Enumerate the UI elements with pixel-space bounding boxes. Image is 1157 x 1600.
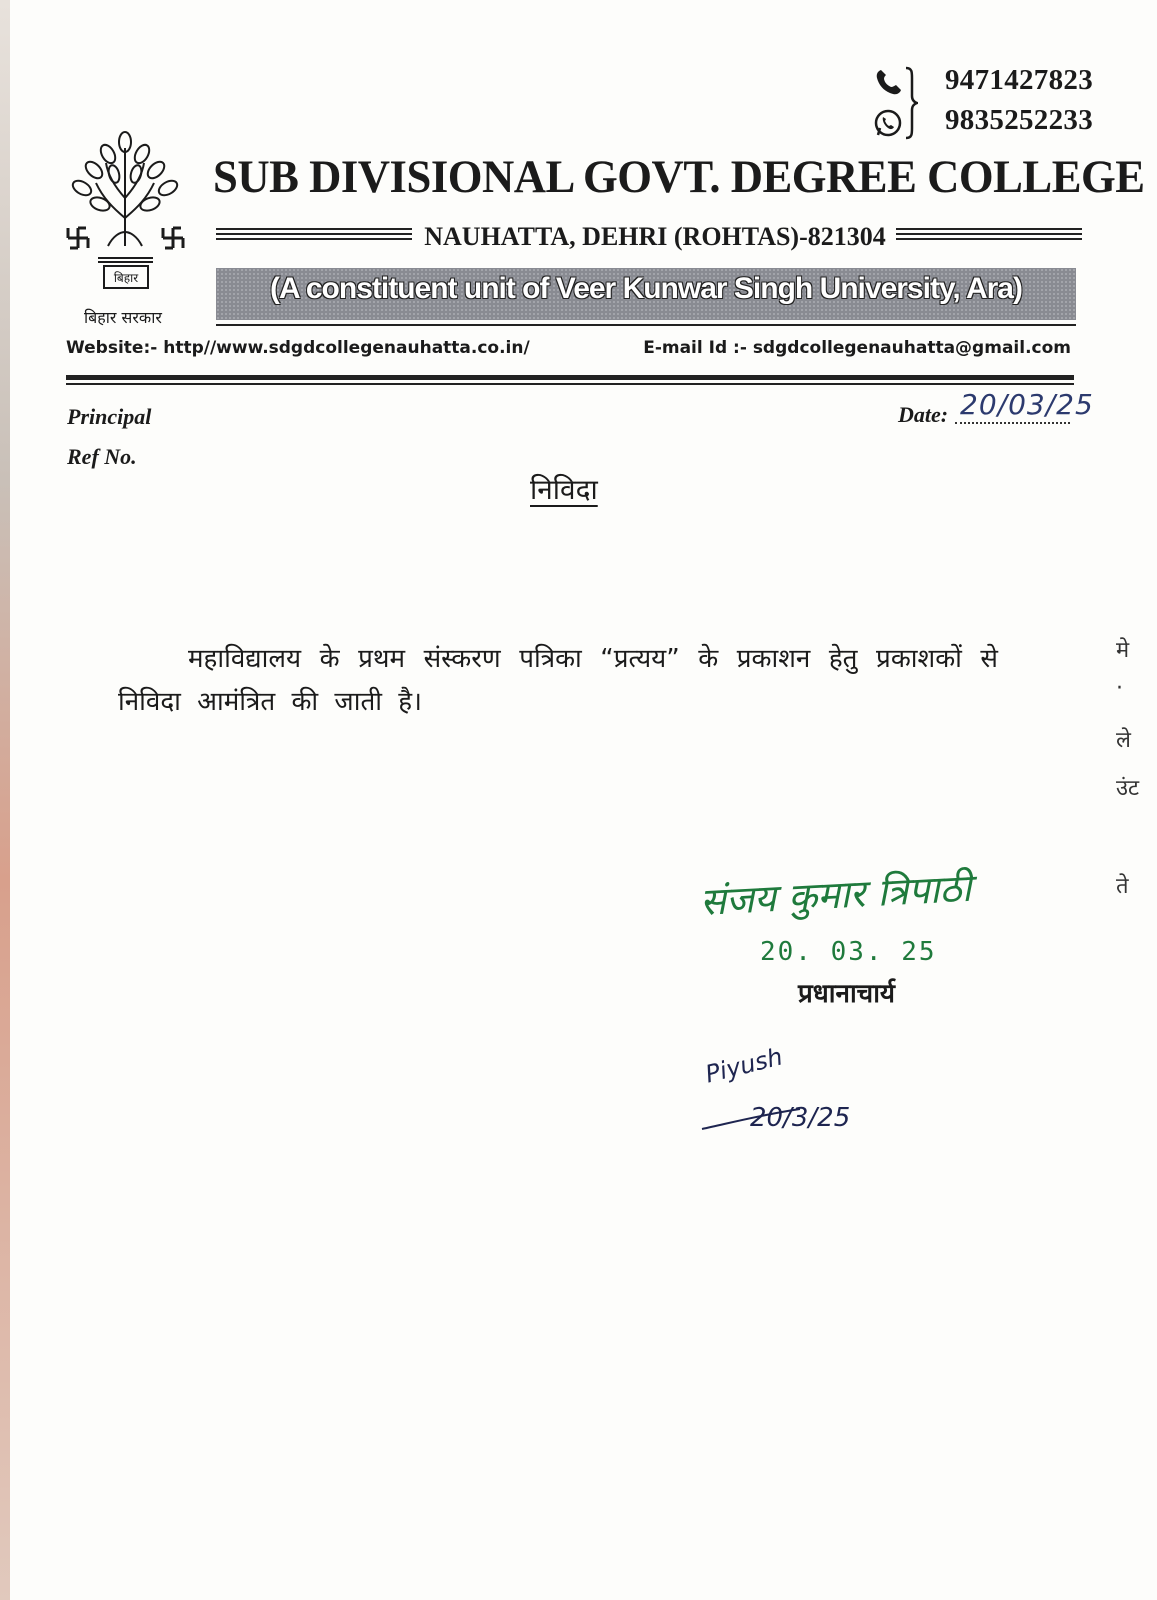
- ref-label: Ref No.: [67, 444, 137, 469]
- affiliation-banner: [216, 268, 1076, 320]
- bleed-through-text: ते: [1116, 874, 1129, 899]
- secondary-signature-name: Piyush: [702, 1042, 786, 1089]
- notice-heading: निविदा: [530, 473, 598, 506]
- college-name: SUB DIVISIONAL GOVT. DEGREE COLLEGE: [213, 151, 1145, 203]
- signature-date: 20. 03. 25: [760, 937, 937, 967]
- bleed-through-text: उंट: [1116, 776, 1140, 801]
- college-address: NAUHATTA, DEHRI (ROHTAS)-821304: [424, 222, 886, 251]
- divider: [216, 324, 1076, 326]
- date-value: 20/03/25: [960, 388, 1094, 421]
- date-label: Date:: [898, 402, 949, 427]
- email-text: E-mail Id :- sdgdcollegenauhatta@gmail.com: [643, 338, 1071, 358]
- notice-body: महाविद्यालय के प्रथम संस्करण पत्रिका “प्रत्यय” के प्रकाशन हेतु प्रकाशकों से निविदा आमंत्रित की जाती है।: [118, 644, 998, 717]
- phone-contacts: [873, 64, 1093, 144]
- signature-name: संजय कुमार त्रिपाठी: [698, 865, 973, 924]
- brace-icon: [904, 66, 918, 140]
- divider: [66, 383, 1074, 385]
- from-label: Principal: [67, 404, 152, 429]
- decorative-rule: [216, 228, 412, 244]
- phone-icon: [873, 66, 905, 98]
- date-dotted-line: [955, 422, 1070, 424]
- address-row: [216, 222, 1082, 250]
- page-edge: [0, 0, 10, 1600]
- emblem-seal-text: बिहार: [113, 271, 139, 285]
- whatsapp-icon: [873, 108, 903, 138]
- phone-number-1: 9471427823: [945, 64, 1093, 96]
- secondary-signature-date: 20/3/25: [750, 1103, 851, 1133]
- secondary-signature: [700, 1042, 860, 1145]
- bleed-through-text: मे: [1116, 638, 1130, 663]
- website-text: Website:- http//www.sdgdcollegenauhatta.co.in/: [66, 338, 530, 358]
- phone-number-2: 9835252233: [945, 104, 1093, 136]
- bihar-govt-emblem-icon: [58, 128, 193, 328]
- bleed-through-text: ·: [1116, 676, 1123, 701]
- bleed-through-text: ले: [1116, 728, 1131, 753]
- divider: [66, 375, 1074, 380]
- emblem-caption: बिहार सरकार: [84, 308, 162, 327]
- decorative-rule: [896, 228, 1082, 244]
- affiliation-text: (A constituent unit of Veer Kunwar Singh University, Ara): [270, 272, 1022, 305]
- designation: प्रधानाचार्य: [798, 979, 896, 1009]
